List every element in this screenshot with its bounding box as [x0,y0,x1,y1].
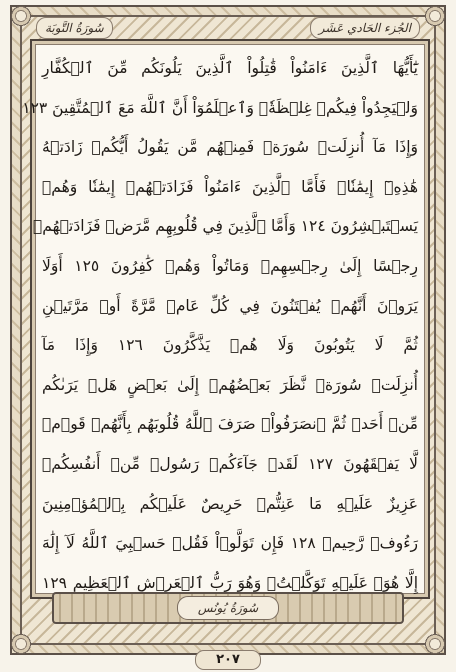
corner-ornament-icon [10,5,32,27]
verse-line: وَإِذَا مَآ أُنزِلَتۡ سُورَةٞ فَمِنۡهُم مَّن يَقُولُ أَيُّكُمۡ زَادَتۡهُ [42,138,418,157]
page-number: ٢٠٧ [195,650,261,670]
verse-line: يَٰٓأَيُّهَا ٱلَّذِينَ ءَامَنُواْ قَٰتِلُواْ ٱلَّذِينَ يَلُونَكُم مِّنَ ٱلۡكُفَّارِ [42,59,418,77]
verse-line: إِلَّا هُوَۖ عَلَيۡهِ تَوَكَّلۡتُۖ وَهُوَ رَبُّ ٱلۡعَرۡشِ ٱلۡعَظِيمِ ١٢٩ [42,573,418,592]
verse-line: عَزِيزٌ عَلَيۡهِ مَا عَنِتُّمۡ حَرِيصٌ عَلَيۡكُم بِٱلۡمُؤۡمِنِينَ [42,494,418,513]
surah-banner [52,592,404,624]
ornamental-border [10,5,446,655]
verse-line: رَءُوفٞ رَّحِيمٞ ١٢٨ فَإِن تَوَلَّوۡاْ فَقُلۡ حَسۡبِيَ ٱللَّهُ لَآ إِلَٰهَ [42,534,419,553]
juz-label: الجُزء الحَادي عَشَر [310,17,420,39]
corner-ornament-icon [424,633,446,655]
verse-line: يَسۡتَبۡشِرُونَ ١٢٤ وَأَمَّا ٱلَّذِينَ فِي قُلُوبِهِم مَّرَضٞ فَزَادَتۡهُمۡ [32,217,418,236]
verse-line: وَلۡيَجِدُواْ فِيكُمۡ غِلۡظَةٗۚ وَٱعۡلَمُوٓاْ أَنَّ ٱللَّهَ مَعَ ٱلۡمُتَّقِينَ ١٢٣ [22,98,418,117]
verse-line: لَّا يَفۡقَهُونَ ١٢٧ لَقَدۡ جَآءَكُمۡ رَسُولٞ مِّنۡ أَنفُسِكُمۡ [42,454,419,473]
verse-line: يَرَوۡنَ أَنَّهُمۡ يُفۡتَنُونَ فِي كُلِّ عَامٖ مَّرَّةً أَوۡ مَرَّتَيۡنِ [42,296,418,315]
verse-text [22,49,419,603]
verse-line: أُنزِلَتۡ سُورَةٞ نَّظَرَ بَعۡضُهُمۡ إِلَىٰ بَعۡضٍ هَلۡ يَرَىٰكُم [42,375,418,394]
surah-banner-title: سُورَةُ يُونُس [177,596,279,620]
surah-label: سُورَةُ التَّوبَة [36,17,113,39]
corner-ornament-icon [10,633,32,655]
verse-line: رِجۡسًا إِلَىٰ رِجۡسِهِمۡ وَمَاتُواْ وَهُمۡ كَٰفِرُونَ ١٢٥ أَوَلَا [42,256,418,275]
verse-line: هَٰذِهِۦٓ إِيمَٰنٗاۚ فَأَمَّا ٱلَّذِينَ ءَامَنُواْ فَزَادَتۡهُمۡ إِيمَٰنٗا وَهُمۡ [42,177,418,196]
verse-line: ثُمَّ لَا يَتُوبُونَ وَلَا هُمۡ يَذَّكَّرُونَ ١٢٦ وَإِذَا مَآ [42,336,418,355]
verse-line: مِّنۡ أَحَدٖ ثُمَّ ٱنصَرَفُواْۚ صَرَفَ ٱللَّهُ قُلُوبَهُم بِأَنَّهُمۡ قَوۡمٞ [42,415,418,434]
corner-ornament-icon [424,5,446,27]
